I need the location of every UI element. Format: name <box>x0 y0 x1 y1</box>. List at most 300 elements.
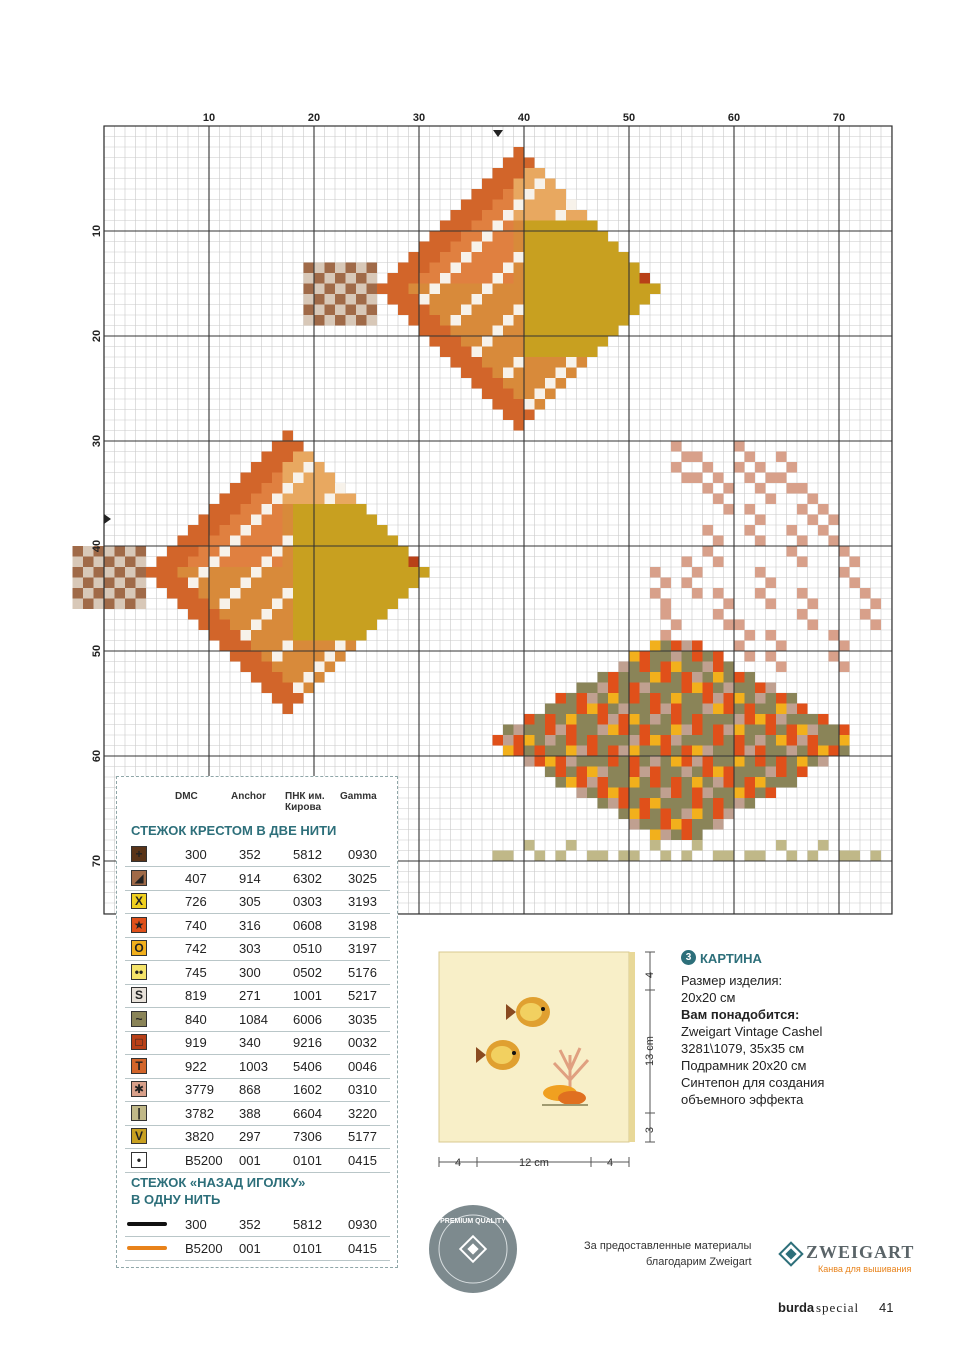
fish-motif-lower <box>94 578 105 589</box>
fish-motif-lower <box>304 483 315 494</box>
coral-base-motif <box>661 651 672 662</box>
magazine-name: burda <box>778 1300 815 1315</box>
coral-base-motif <box>692 672 703 683</box>
fish-motif-lower <box>283 672 294 683</box>
fish-motif-lower <box>356 620 367 631</box>
fish-motif-upper <box>535 326 546 337</box>
coral-roots-motif <box>493 851 504 862</box>
coral-base-motif <box>661 714 672 725</box>
fish-motif-lower <box>241 641 252 652</box>
coral-branch-motif <box>671 620 682 631</box>
fish-motif-upper <box>335 294 346 305</box>
fish-motif-upper <box>472 221 483 232</box>
legend-pnk-value: 1001 <box>293 988 322 1003</box>
coral-base-motif <box>713 714 724 725</box>
coral-base-motif <box>619 735 630 746</box>
fish-motif-upper <box>535 273 546 284</box>
fish-motif-lower <box>136 588 147 599</box>
chart-y-axis-labels <box>91 225 103 867</box>
fish-motif-upper <box>535 200 546 211</box>
legend-gamma-value: 0930 <box>348 847 377 862</box>
fish-motif-upper <box>524 399 535 410</box>
legend-row <box>125 1149 390 1173</box>
coral-base-motif <box>661 672 672 683</box>
y-axis-tick-label: 40 <box>91 539 103 553</box>
fish-motif-upper <box>482 336 493 347</box>
legend-symbol-icon: V <box>131 1128 147 1144</box>
legend-anchor-value: 868 <box>239 1082 261 1097</box>
fish-motif-lower <box>346 504 357 515</box>
fish-motif-lower <box>115 567 126 578</box>
coral-branch-motif <box>745 473 756 484</box>
fish-motif-lower <box>304 599 315 610</box>
fish-motif-lower <box>230 609 241 620</box>
fish-motif-upper <box>493 336 504 347</box>
fish-motif-upper <box>535 252 546 263</box>
legend-symbol-icon: S <box>131 987 147 1003</box>
fish-motif-upper <box>608 252 619 263</box>
fish-motif-upper <box>535 305 546 316</box>
fish-motif-upper <box>430 263 441 274</box>
fish-motif-lower <box>377 588 388 599</box>
fish-motif-upper <box>556 336 567 347</box>
fish-motif-lower <box>346 630 357 641</box>
legend-gamma-value: 3035 <box>348 1011 377 1027</box>
legend-dmc-value: 840 <box>185 1011 207 1027</box>
fish-motif-upper <box>619 273 630 284</box>
fish-motif-lower <box>346 515 357 526</box>
coral-base-motif <box>692 756 703 767</box>
coral-base-motif <box>640 735 651 746</box>
coral-base-motif <box>745 767 756 778</box>
y-axis-tick-label: 20 <box>91 329 103 343</box>
fish-motif-lower <box>272 525 283 536</box>
fish-motif-lower <box>304 641 315 652</box>
fish-motif-upper <box>587 284 598 295</box>
fish-motif-lower <box>335 567 346 578</box>
fish-motif-upper <box>566 357 577 368</box>
coral-branch-motif <box>703 546 714 557</box>
coral-base-motif <box>619 777 630 788</box>
coral-base-motif <box>755 704 766 715</box>
fish-motif-lower <box>241 483 252 494</box>
coral-base-motif <box>587 756 598 767</box>
fish-motif-lower <box>230 494 241 505</box>
coral-base-motif <box>692 683 703 694</box>
coral-base-motif <box>577 767 588 778</box>
fish-motif-upper <box>535 189 546 200</box>
coral-base-motif <box>776 725 787 736</box>
coral-base-motif <box>608 683 619 694</box>
coral-roots-motif <box>629 851 640 862</box>
fish-motif-lower <box>272 609 283 620</box>
fish-motif-lower <box>220 630 231 641</box>
coral-base-motif <box>755 756 766 767</box>
coral-base-motif <box>692 788 703 799</box>
coral-base-motif <box>629 651 640 662</box>
fish-motif-lower <box>241 651 252 662</box>
fish-motif-upper <box>314 305 325 316</box>
coral-roots-motif <box>650 840 661 851</box>
fish-motif-upper <box>608 326 619 337</box>
fish-motif-lower <box>188 599 199 610</box>
fish-motif-upper <box>461 221 472 232</box>
backstitch-row <box>125 1237 390 1261</box>
coral-base-motif <box>598 704 609 715</box>
fish-motif-lower <box>83 599 94 610</box>
legend-dmc-value: 742 <box>185 941 207 956</box>
fish-motif-upper <box>514 189 525 200</box>
legend-row <box>125 984 390 1008</box>
backstitch-row <box>125 1213 390 1237</box>
coral-base-motif <box>650 672 661 683</box>
fish-motif-upper <box>619 263 630 274</box>
fish-motif-lower <box>157 578 168 589</box>
fish-motif-upper <box>451 326 462 337</box>
backstitch-anchor-value: 001 <box>239 1240 261 1256</box>
fish-motif-lower <box>73 599 84 610</box>
fish-motif-upper <box>472 231 483 242</box>
fish-motif-upper <box>556 378 567 389</box>
fish-motif-lower <box>262 588 273 599</box>
coral-base-motif <box>640 714 651 725</box>
coral-base-motif <box>682 651 693 662</box>
fish-motif-lower <box>104 599 115 610</box>
coral-branch-motif <box>839 641 850 652</box>
legend-anchor-value: 1084 <box>239 1011 268 1027</box>
fish-motif-upper <box>608 242 619 253</box>
fish-motif-upper <box>472 252 483 263</box>
fish-motif-upper <box>545 305 556 316</box>
fish-motif-lower <box>335 494 346 505</box>
coral-base-motif <box>713 683 724 694</box>
fish-motif-lower <box>283 704 294 715</box>
coral-base-motif <box>682 798 693 809</box>
coral-base-motif <box>640 777 651 788</box>
coral-base-motif <box>766 683 777 694</box>
fish-motif-upper <box>472 378 483 389</box>
fish-motif-lower <box>335 651 346 662</box>
fish-motif-upper <box>556 315 567 326</box>
coral-base-motif <box>650 651 661 662</box>
fish-motif-upper <box>472 315 483 326</box>
coral-base-motif <box>671 798 682 809</box>
fish-motif-lower <box>304 462 315 473</box>
fish-motif-lower <box>230 483 241 494</box>
coral-base-motif <box>661 704 672 715</box>
coral-branch-motif <box>713 494 724 505</box>
coral-branch-motif <box>713 588 724 599</box>
coral-base-motif <box>598 672 609 683</box>
fish-motif-lower <box>346 494 357 505</box>
fish-motif-upper <box>577 273 588 284</box>
coral-base-motif <box>713 725 724 736</box>
coral-base-motif <box>703 662 714 673</box>
fish-motif-upper <box>461 242 472 253</box>
coral-base-motif <box>556 767 567 778</box>
fish-motif-upper <box>430 273 441 284</box>
fish-motif-lower <box>283 452 294 463</box>
coral-base-motif <box>619 662 630 673</box>
fish-motif-upper <box>535 284 546 295</box>
fish-motif-upper <box>524 210 535 221</box>
fish-motif-lower <box>251 536 262 547</box>
fish-motif-lower <box>94 588 105 599</box>
coral-base-motif <box>787 693 798 704</box>
fish-motif-lower <box>283 504 294 515</box>
fish-motif-upper <box>472 273 483 284</box>
fish-motif-upper <box>608 284 619 295</box>
coral-branch-motif <box>808 620 819 631</box>
fish-motif-upper <box>503 326 514 337</box>
coral-base-motif <box>703 651 714 662</box>
magazine-suffix: special <box>816 1300 860 1315</box>
coral-base-motif <box>797 767 808 778</box>
coral-base-motif <box>734 788 745 799</box>
coral-branch-motif <box>829 536 840 547</box>
fish-motif-lower <box>115 546 126 557</box>
fish-motif-upper <box>598 294 609 305</box>
fish-motif-upper <box>461 336 472 347</box>
coral-base-motif <box>661 809 672 820</box>
legend-row <box>125 890 390 914</box>
coral-base-motif <box>703 798 714 809</box>
fish-motif-upper <box>587 252 598 263</box>
zweigart-logo-icon <box>778 1241 804 1267</box>
fish-motif-lower <box>304 557 315 568</box>
fish-motif-lower <box>199 546 210 557</box>
canvas-frame-side <box>629 952 635 1142</box>
fish-motif-upper <box>577 242 588 253</box>
coral-base-motif <box>619 683 630 694</box>
fish-motif-lower <box>241 536 252 547</box>
fish-motif-lower <box>136 578 147 589</box>
coral-base-motif <box>671 641 682 652</box>
fish-motif-upper <box>566 294 577 305</box>
fish-motif-lower <box>199 557 210 568</box>
fish-motif-lower <box>356 557 367 568</box>
fish-motif-upper <box>440 231 451 242</box>
coral-base-motif <box>566 693 577 704</box>
fish-motif-lower <box>178 588 189 599</box>
coral-base-motif <box>745 704 756 715</box>
fish-motif-upper <box>367 315 378 326</box>
fish-motif-lower <box>293 473 304 484</box>
coral-base-motif <box>745 714 756 725</box>
legend-gamma-value: 0415 <box>348 1152 377 1168</box>
fish-motif-lower <box>241 557 252 568</box>
coral-roots-motif <box>503 851 514 862</box>
fish-motif-upper <box>440 347 451 358</box>
coral-base-motif <box>661 662 672 673</box>
coral-base-motif <box>797 725 808 736</box>
fish-motif-lower <box>272 683 283 694</box>
coral-branch-motif <box>734 441 745 452</box>
coral-base-motif <box>650 735 661 746</box>
fish-motif-upper <box>566 284 577 295</box>
coral-branch-motif <box>661 630 672 641</box>
fish-motif-lower <box>178 536 189 547</box>
fish-motif-lower <box>304 504 315 515</box>
fish-motif-lower <box>73 578 84 589</box>
fish-motif-upper <box>514 357 525 368</box>
fish-motif-upper <box>514 410 525 421</box>
fish-motif-lower <box>188 588 199 599</box>
fish-motif-upper <box>503 189 514 200</box>
coral-branch-motif <box>661 599 672 610</box>
coral-base-motif <box>503 746 514 757</box>
fish-motif-lower <box>272 515 283 526</box>
fish-motif-lower <box>209 630 220 641</box>
legend-anchor-value: 271 <box>239 988 261 1003</box>
coral-roots-motif <box>661 851 672 862</box>
backstitch-gamma-value: 0415 <box>348 1240 377 1256</box>
fish-motif-upper <box>608 273 619 284</box>
fish-motif-upper <box>461 368 472 379</box>
fish-motif-lower <box>251 483 262 494</box>
fish-motif-lower <box>251 672 262 683</box>
coral-base-motif <box>682 830 693 841</box>
coral-base-motif <box>703 735 714 746</box>
fish-motif-lower <box>356 630 367 641</box>
fish-motif-lower <box>125 567 136 578</box>
fish-motif-upper <box>304 305 315 316</box>
fish-motif-upper <box>367 284 378 295</box>
coral-base-motif <box>713 746 724 757</box>
coral-base-motif <box>535 735 546 746</box>
coral-base-motif <box>703 809 714 820</box>
fish-motif-lower <box>398 567 409 578</box>
fish-motif-lower <box>115 588 126 599</box>
coral-base-motif <box>661 777 672 788</box>
fish-motif-lower <box>272 536 283 547</box>
fish-motif-upper <box>503 368 514 379</box>
fish-motif-lower <box>241 494 252 505</box>
fish-motif-upper <box>472 200 483 211</box>
fish-motif-upper <box>493 399 504 410</box>
coral-base-motif <box>535 746 546 757</box>
coral-base-motif <box>661 735 672 746</box>
coral-base-motif <box>755 767 766 778</box>
fish-motif-lower <box>283 557 294 568</box>
coral-base-motif <box>776 714 787 725</box>
fish-motif-upper <box>514 347 525 358</box>
fish-motif-upper <box>587 263 598 274</box>
legend-pnk-value: 5406 <box>293 1058 322 1074</box>
fish-motif-lower <box>220 578 231 589</box>
fish-motif-lower <box>335 546 346 557</box>
coral-base-motif <box>734 704 745 715</box>
coral-base-motif <box>545 735 556 746</box>
coral-roots-motif <box>524 840 535 851</box>
fish-motif-lower <box>262 483 273 494</box>
fish-motif-lower <box>209 567 220 578</box>
fish-motif-lower <box>230 651 241 662</box>
coral-roots-motif <box>587 851 598 862</box>
fish-motif-upper <box>556 252 567 263</box>
fish-motif-lower <box>241 630 252 641</box>
x-axis-tick-label: 40 <box>517 112 531 124</box>
legend-pnk-value: 6302 <box>293 870 322 886</box>
fish-motif-upper <box>514 221 525 232</box>
coral-roots-motif <box>850 851 861 862</box>
coral-base-motif <box>587 704 598 715</box>
fish-motif-lower <box>241 515 252 526</box>
backstitch-gamma-value: 0930 <box>348 1217 377 1232</box>
coral-base-motif <box>692 641 703 652</box>
coral-base-motif <box>619 746 630 757</box>
coral-base-motif <box>587 735 598 746</box>
fish-motif-upper <box>535 179 546 190</box>
coral-base-motif <box>682 788 693 799</box>
fish-motif-lower <box>262 641 273 652</box>
coral-base-motif <box>724 672 735 683</box>
legend-pnk-value: 6006 <box>293 1011 322 1027</box>
fish-motif-lower <box>83 557 94 568</box>
coral-branch-motif <box>650 588 661 599</box>
coral-base-motif <box>629 819 640 830</box>
legend-anchor-value: 303 <box>239 941 261 956</box>
coral-base-motif <box>608 777 619 788</box>
fish-motif-lower <box>262 662 273 673</box>
fish-motif-lower <box>283 494 294 505</box>
legend-anchor-value: 340 <box>239 1035 261 1050</box>
fish-motif-lower <box>325 483 336 494</box>
fish-motif-upper <box>451 336 462 347</box>
fish-motif-lower <box>367 546 378 557</box>
fish-motif-upper <box>640 273 651 284</box>
fish-motif-lower <box>293 462 304 473</box>
fish-motif-upper <box>524 231 535 242</box>
fish-motif-lower <box>157 557 168 568</box>
coral-branch-motif <box>860 609 871 620</box>
fish-motif-upper <box>535 294 546 305</box>
coral-base-motif <box>661 693 672 704</box>
fish-motif-upper <box>440 294 451 305</box>
fish-motif-lower <box>335 609 346 620</box>
coral-base-motif <box>577 683 588 694</box>
coral-base-motif <box>839 725 850 736</box>
coral-base-motif <box>587 746 598 757</box>
x-axis-tick-label: 30 <box>412 112 426 124</box>
fish-motif-upper <box>419 273 430 284</box>
fish-motif-upper <box>577 284 588 295</box>
coral-base-motif <box>787 777 798 788</box>
fish-motif-upper <box>503 242 514 253</box>
coral-branch-motif <box>871 620 882 631</box>
fish-motif-upper <box>482 189 493 200</box>
fish-motif-lower <box>398 557 409 568</box>
fish-motif-upper <box>587 231 598 242</box>
fish-motif-lower <box>199 599 210 610</box>
fish-motif-lower <box>283 599 294 610</box>
fish-motif-upper <box>461 231 472 242</box>
coral-branch-motif <box>682 578 693 589</box>
coral-base-motif <box>640 672 651 683</box>
coral-base-motif <box>671 777 682 788</box>
coral-roots-motif <box>776 840 787 851</box>
fish-motif-lower <box>304 662 315 673</box>
coral-base-motif <box>818 714 829 725</box>
fish-motif-lower <box>293 483 304 494</box>
fish-motif-lower <box>314 588 325 599</box>
fish-motif-lower <box>136 557 147 568</box>
coral-base-motif <box>671 704 682 715</box>
fish-motif-upper <box>535 399 546 410</box>
coral-base-motif <box>619 756 630 767</box>
backstitch-pnk-value: 0101 <box>293 1240 322 1256</box>
coral-branch-motif <box>650 567 661 578</box>
